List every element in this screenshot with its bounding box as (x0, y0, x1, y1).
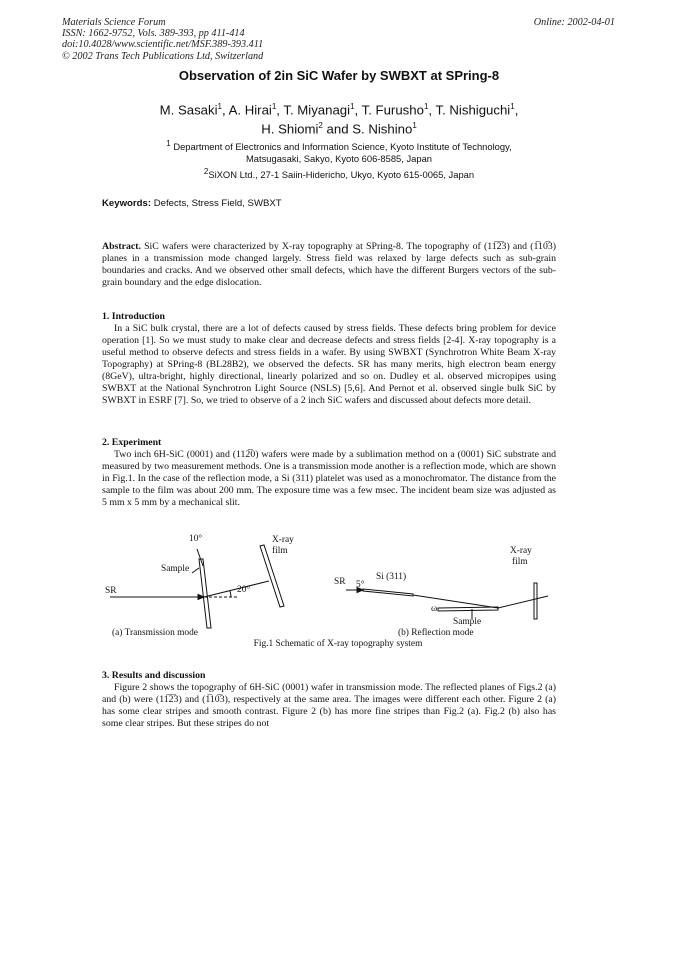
monochromatic-beam (413, 595, 498, 608)
label-si311: Si (311) (376, 572, 407, 582)
author-list (0, 99, 678, 138)
label-omega: ω (431, 604, 438, 614)
subcaption-a: (a) Transmission mode (112, 628, 198, 638)
author-affil-mark: 1 (510, 102, 515, 111)
si311-crystal (363, 589, 413, 596)
affiliation-2 (0, 166, 678, 181)
reflection-schematic (346, 583, 548, 619)
section-heading: 2. Experiment (102, 437, 162, 448)
affil-line: Department of Electronics and Information Science, Kyoto Institute of Technology, (173, 141, 512, 153)
keywords-label: Keywords: (102, 198, 152, 209)
author-affil-mark: 1 (217, 102, 222, 111)
xray-film-b (534, 583, 537, 619)
issn-line: ISSN: 1662-9752, Vols. 389-393, pp 411-414 (62, 28, 245, 40)
author-affil-mark: 1 (271, 102, 277, 111)
section-heading: 3. Results and discussion (102, 670, 206, 681)
figure-1 (88, 528, 588, 660)
sample-pointer (192, 568, 199, 573)
author-affil-mark: 1 (412, 121, 417, 131)
online-date: Online: 2002-04-01 (533, 17, 615, 28)
journal-meta (62, 17, 263, 62)
section-results (102, 670, 556, 730)
section-heading: 1. Introduction (102, 311, 165, 322)
paper-title: Observation of 2in SiC Wafer by SWBXT at SPring-8 (178, 68, 500, 83)
author-separator: , (221, 102, 229, 118)
author-name: H. Shiomi (261, 121, 319, 137)
doi-line: doi:10.4028/www.scientific.net/MSF.389-393.411 (62, 39, 264, 51)
subcaption-b: (b) Reflection mode (398, 628, 474, 638)
author-name: T. Furusho (361, 102, 424, 118)
label-sr-a: SR (105, 586, 117, 596)
label-xray-film-a-2: film (272, 546, 288, 556)
label-sr-b: SR (334, 577, 346, 587)
abstract (102, 241, 556, 289)
author-affil-mark: 1 (350, 102, 355, 111)
sample-b (438, 607, 498, 611)
label-10-deg: 10° (189, 534, 203, 544)
affil-line: Matsugasaki, Sakyo, Kyoto 606-8585, Japan (245, 153, 433, 165)
author-name: T. Nishiguchi (435, 102, 511, 118)
author-separator: and (322, 121, 353, 137)
affil-mark: 1 (166, 139, 171, 148)
abstract-text: SiC wafers were characterized by X-ray topography at SPring-8. The topography of (11̅2̅3) and (1̅10̅3) planes in a transmission mode changed largely. Stress field was relaxed by large defects such as sub-grain boundaries and cracks. And we observed other small defects, which have the different Burgers vectors of the sub-grain boundary and the edge dislocation. (102, 241, 556, 288)
author-separator: , (514, 102, 519, 118)
label-5-deg: 5° (356, 580, 365, 590)
affil-line: SiXON Ltd., 27-1 Saiin-Hidericho, Ukyo, Kyoto 615-0065, Japan (208, 169, 475, 181)
author-affil-mark: 2 (318, 121, 323, 131)
label-sample-b: Sample (453, 617, 482, 627)
copyright-line: © 2002 Trans Tech Publications Ltd, Switzerland (62, 50, 264, 62)
section-paragraph: Two inch 6H-SiC (0001) and (112̅0) wafers were made by a sublimation method on a (0001) SiC substrate and measured by two measurement methods. One is a transmission mode another is a reflection mode, which are shown in Fig.1. In the case of the reflection mode, a Si (311) platelet was used as a monochromator. The distance from the sample to the film was about 200 mm. The exposure time was a few msec. The incident beam size was adjusted as 5 mm x 5 mm by a mechanical slit. (102, 449, 556, 508)
reflected-beam (498, 596, 548, 608)
section-paragraph: Figure 2 shows the topography of 6H-SiC (0001) wafer in transmission mode. The reflected planes of Figs.2 (a) and (b) were (11̅2̅3) and (1̅10̅3), respectively at the same area. The images were different each other. Figure 2 (a) has some clear stripes and smooth contrast. Figure 2 (b) has more fine stripes than Fig.2 (a). Fig.2 (b) also has some clear stripes. But these stripes do not (102, 682, 556, 729)
keywords-text: Defects, Stress Field, SWBXT (151, 198, 282, 209)
angle-arc-20 (230, 591, 231, 597)
transmission-schematic (110, 545, 284, 628)
abstract-label: Abstract. (102, 241, 141, 252)
figure-caption: Fig.1 Schematic of X-ray topography system (253, 639, 423, 649)
author-name: M. Sasaki (159, 102, 218, 118)
author-line-1 (0, 99, 678, 118)
label-xray-film-b-1: X-ray (510, 546, 532, 556)
author-separator: , (276, 102, 284, 118)
affiliation-1 (0, 138, 678, 165)
author-separator: , (428, 102, 436, 118)
author-separator: , (354, 102, 362, 118)
journal-name: Materials Science Forum (62, 17, 166, 28)
label-xray-film-b-2: film (512, 557, 528, 567)
label-sample-a: Sample (161, 564, 190, 574)
author-affil-mark: 1 (423, 102, 429, 111)
section-experiment (102, 437, 556, 509)
keywords (102, 198, 282, 209)
author-name: T. Miyanagi (283, 102, 351, 118)
author-line-2 (0, 118, 678, 137)
sample-slab (199, 559, 211, 628)
author-name: S. Nishino (352, 121, 413, 137)
label-20-deg: 20° (237, 585, 251, 595)
section-paragraph: In a SiC bulk crystal, there are a lot of defects caused by stress fields. These defects bring problem for device operation [1]. So we must study to make clear and decrease defects and stress fields [2-4]. X-ray topography is a useful method to observe defects and stress fields in a wafer. By using SWBXT (Synchrotron White Beam X-ray Topography) at SPring-8 (BL28B2), we observed the defects. SR has many merits, high electron beam energy (8GeV), ultra-bright, highly directional, linearly polarized and so on. Dudley et al. observed micropipes using SWBXT at the National Synchrotron Light Source (NSLS) [5,6]. And Pernot et al. observed single bulk SiC by SWBXT in ESRF [7]. So, we tried to observe of a 2 inch SiC wafers and discussed about defects more detail. (102, 323, 556, 406)
section-introduction (102, 311, 556, 407)
affil-mark: 2 (203, 167, 209, 176)
author-name: A. Hirai (228, 102, 272, 118)
label-xray-film-a-1: X-ray (272, 535, 294, 545)
